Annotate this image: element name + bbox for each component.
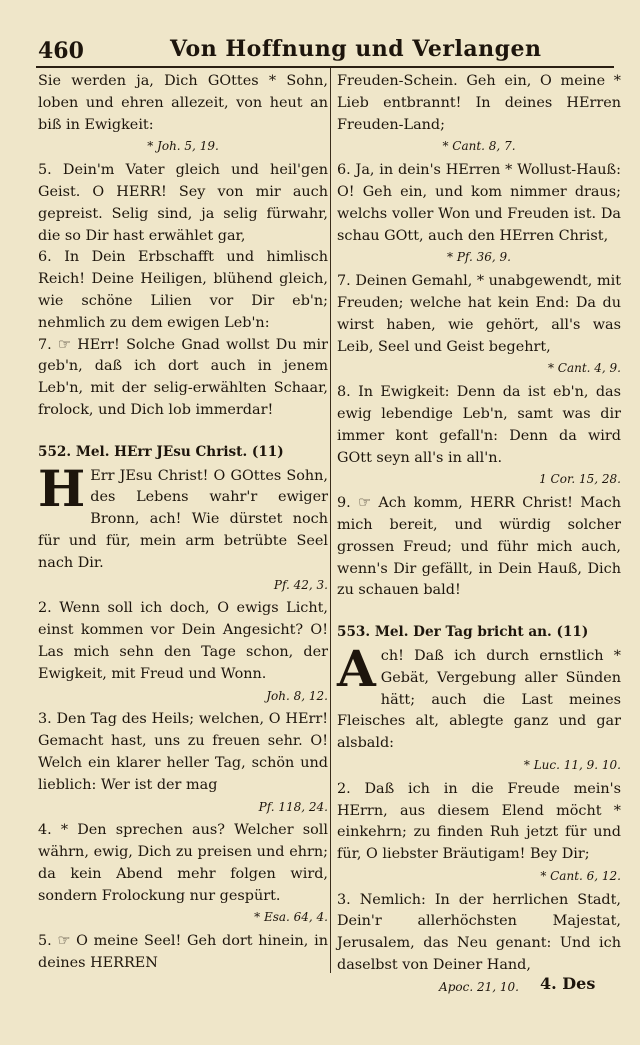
verse-7: 7. Deinen Gemahl, * unabgewendt, mit Freuden; welche hat kein End: Da du wirst haben, wie gehört, all's was Leib, Seel und Geist begehrt, <box>337 273 621 355</box>
running-head: Von Hoffnung und Verlangen <box>170 36 542 62</box>
hymn-gap <box>337 602 621 622</box>
scripture-reference: * Cant. 4, 9. <box>547 361 621 376</box>
verse-1-text: ch! Daß ich durch ernstlich * Gebät, Vergebung aller Sünden hätt; auch die Last meines Fleisches alt, ablegte ganz und gar alsbald: <box>337 647 621 752</box>
scripture-reference: 1 Cor. 15, 28. <box>539 472 621 487</box>
verse-1-text: Err JEsu Christ! O GOttes Sohn, des Lebens wahr'r ewiger Bronn, ach! Wie dürstet noch für und für, mein arm betrübte Seel nach Dir. <box>38 467 328 571</box>
scripture-reference: * Cant. 6, 12. <box>540 868 621 883</box>
scripture-reference: Pf. 42, 3. <box>273 577 328 592</box>
catchword: 4. Des <box>540 974 596 993</box>
hymn-552-heading: 552. Mel. HErr JEsu Christ. (11) <box>38 443 284 460</box>
hymn-553-verse-2: 2. Daß ich in die Freude mein's HErrn, aus diesem Elend möcht * einkehrn; zu finden Ruh jetzt für und für, O liebster Bräutigam! Bey Dir; <box>337 780 621 863</box>
scripture-reference: * Luc. 11, 9. 10. <box>523 757 621 772</box>
scripture-reference: * Pf. 36, 9. <box>447 250 511 265</box>
hymn-552-verse-4: 4. * Den sprechen aus? Welcher soll währn, ewig, Dich zu preisen und ehrn; da kein Abend mehr folgen wird, sondern Frolockung nur gespürt. <box>38 822 328 904</box>
verse-6: 6. In Dein Erbschafft und himlisch Reich! Deine Heiligen, blühend gleich, wie schöne Lilien vor Dir eb'n; nehmlich zu dem ewigen Leb'n: <box>38 249 328 331</box>
drop-capital: A <box>337 638 376 698</box>
right-column <box>337 71 621 1001</box>
hymn-553-verse-1 <box>337 638 621 755</box>
verse-continuation: Freuden-Schein. Geh ein, O meine * Lieb entbrannt! In deines HErren Freuden-Land; <box>337 73 621 133</box>
hymn-552-verse-2: 2. Wenn soll ich doch, O ewigs Licht, einst kommen vor Dein Angesicht? O! Las mich sehn den Tage schon, der Ewigkeit, mit Freud und Wonn. <box>38 600 328 682</box>
header-rule <box>36 66 614 68</box>
hymn-553-heading: 553. Mel. Der Tag bricht an. (11) <box>337 624 589 641</box>
scripture-reference: Pf. 118, 24. <box>258 799 328 814</box>
scripture-reference: * Esa. 64, 4. <box>254 910 328 925</box>
hymn-553-verse-3: 3. Nemlich: In der herrlichen Stadt, Dein'r allerhöchsten Majestat, Jerusalem, das Neu genant: Und ich daselbst von Deiner Hand, <box>337 891 621 974</box>
verse-7: 7. ☞ HErr! Solche Gnad wollst Du mir geb'n, daß ich dort auch in jenem Leb'n, mit der selig-erwählten Schaar, frolock, und Dich lob immerdar! <box>38 336 328 418</box>
page-number: 460 <box>38 38 84 64</box>
scripture-reference: Apoc. 21, 10. <box>439 979 519 994</box>
hymn-gap <box>38 422 328 442</box>
column-divider <box>330 68 331 973</box>
verse-9: 9. ☞ Ach komm, HERR Christ! Mach mich bereit, und würdig solcher grossen Freud; und führ mich auch, wenn's Dir gefällt, in Dein Hauß, Dich zu schauen bald! <box>337 495 621 599</box>
left-column <box>38 71 328 975</box>
verse-5: 5. Dein'm Vater gleich und heil'gen Geist. O HERR! Sey von mir auch gepreist. Selig sind, ja selig fürwahr, die so Dir hast erwählet gar, <box>38 162 328 244</box>
verse-8: 8. In Ewigkeit: Denn da ist eb'n, das ewig lebendige Leb'n, samt was dir immer kont gefall'n: Denn da wird GOtt seyn all's in all'n. <box>337 384 621 466</box>
drop-capital: H <box>38 458 86 518</box>
scripture-reference: * Cant. 8, 7. <box>442 139 516 154</box>
hymn-552-verse-3: 3. Den Tag des Heils; welchen, O HErr! Gemacht hast, uns zu freuen sehr. O! Welch ein klarer heller Tag, schön und lieblich: Wer ist der mag <box>38 711 328 793</box>
hymn-552-verse-1 <box>38 458 328 575</box>
scripture-reference: Joh. 8, 12. <box>266 688 328 703</box>
scripture-reference: * Joh. 5, 19. <box>147 139 219 154</box>
hymn-552-verse-5: 5. ☞ O meine Seel! Geh dort hinein, in deines HERREN <box>38 933 328 972</box>
verse-continuation: Sie werden ja, Dich GOttes * Sohn, loben und ehren allezeit, von heut an biß in Ewigkeit: <box>38 73 328 133</box>
verse-6: 6. Ja, in dein's HErren * Wollust-Hauß: O! Geh ein, und kom nimmer draus; welchs voller Won und Freuden ist. Da schau GOtt, auch den HErren Christ, <box>337 162 621 244</box>
